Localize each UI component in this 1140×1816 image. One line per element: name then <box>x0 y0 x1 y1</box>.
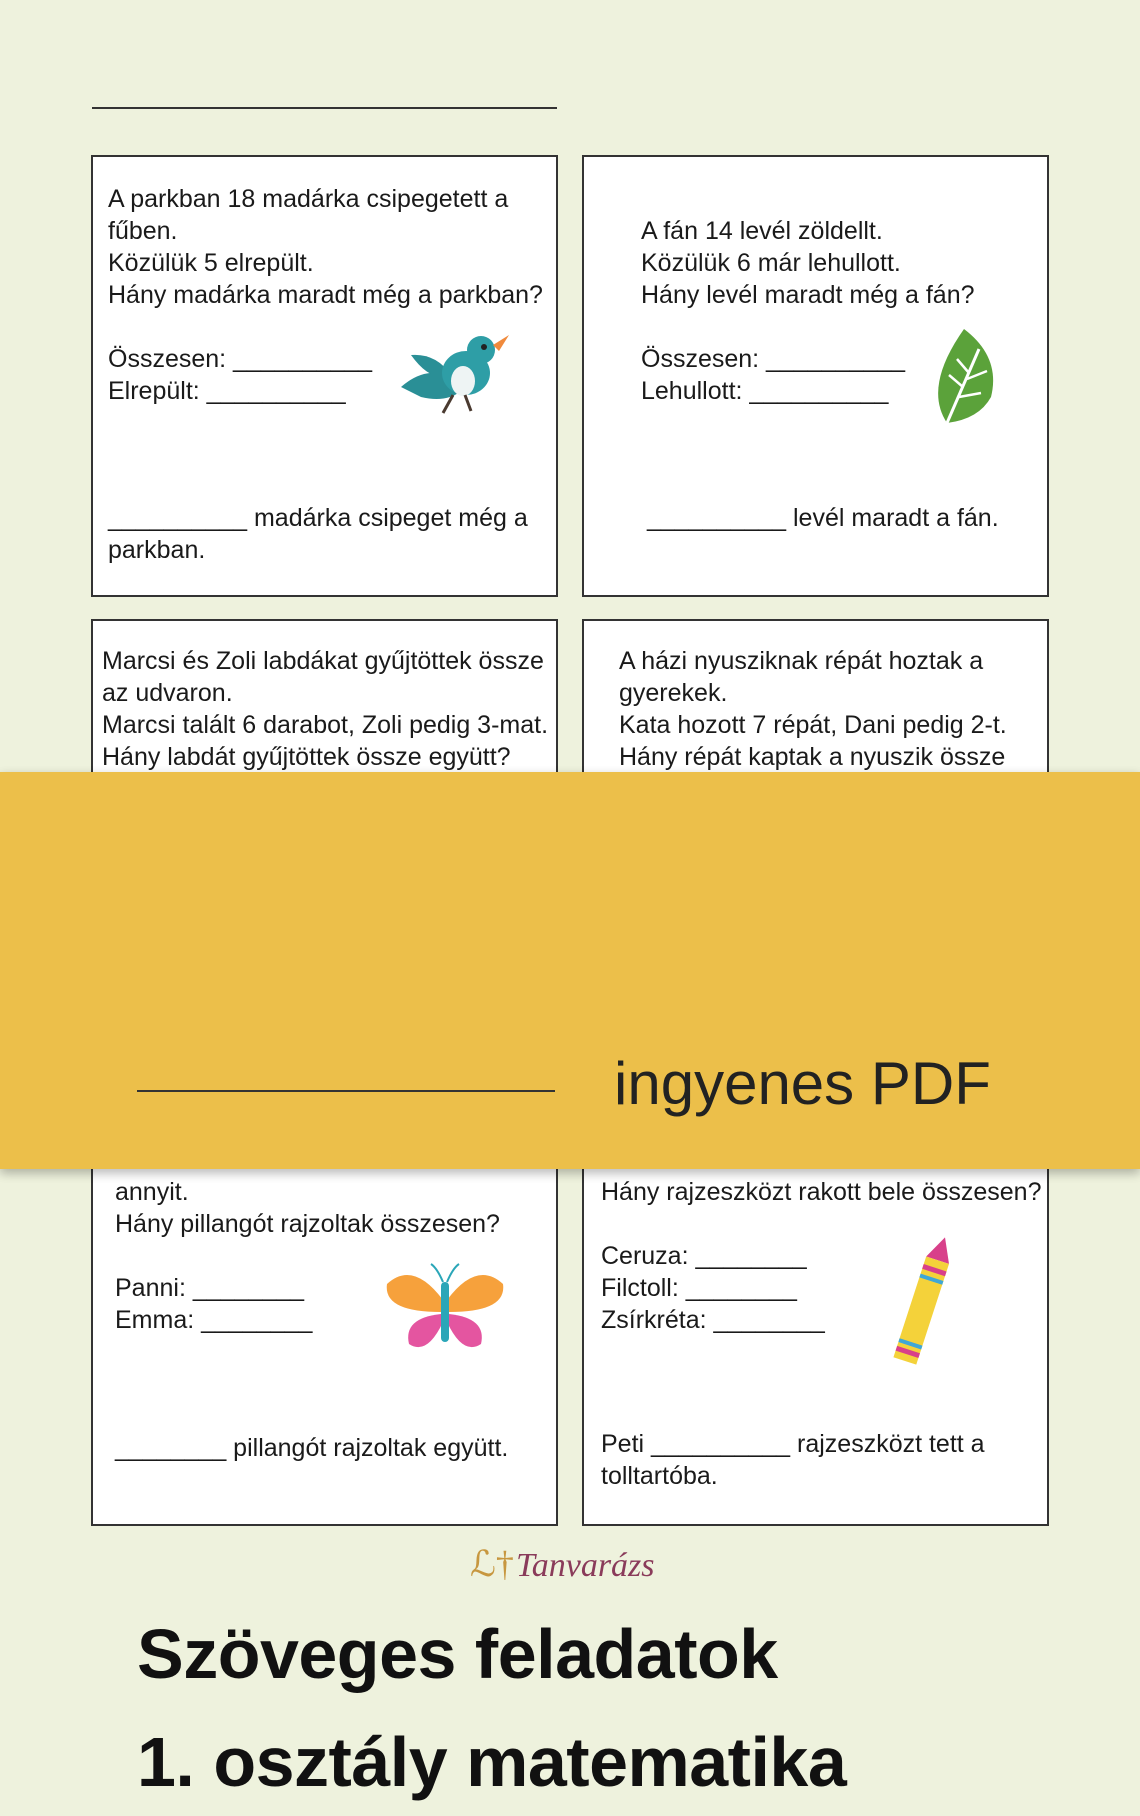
title-line-1: Szöveges feladatok <box>137 1615 778 1693</box>
task-card-pencils <box>582 1120 1049 1526</box>
card-question <box>641 215 975 311</box>
card-answer <box>647 502 999 534</box>
answer-line[interactable]: ________ pillangót rajzoltak együtt. <box>115 1434 509 1462</box>
field-line[interactable]: Panni: ________ <box>115 1274 305 1302</box>
logo-text: Tanvarázs <box>515 1547 655 1584</box>
task-card-butterflies <box>91 1120 558 1526</box>
answer-line[interactable]: Peti __________ rajzeszközt tett a <box>601 1430 985 1458</box>
question-line: Hány labdát gyűjtöttek össze együtt? <box>102 743 511 771</box>
field-line[interactable]: Emma: ________ <box>115 1306 313 1334</box>
question-line: Hány levél maradt még a fán? <box>641 281 975 309</box>
field-line[interactable]: Összesen: __________ <box>108 345 373 373</box>
question-line: Marcsi talált 6 darabot, Zoli pedig 3-mat. <box>102 711 549 739</box>
question-line: Hány rajzeszközt rakott bele összesen? <box>601 1178 1042 1206</box>
question-line: Hány madárka maradt még a parkban? <box>108 281 543 309</box>
task-card-birds <box>91 155 558 597</box>
answer-line: parkban. <box>108 536 206 564</box>
card-question <box>115 1176 500 1240</box>
question-line: annyit. <box>115 1178 189 1206</box>
question-line: Közülük 6 már lehullott. <box>641 249 901 277</box>
answer-line[interactable]: __________ madárka csipeget még a <box>108 504 528 532</box>
question-line: A házi nyusziknak répát hoztak a <box>619 647 984 675</box>
field-line[interactable]: Összesen: __________ <box>641 345 906 373</box>
card-fields <box>115 1272 312 1336</box>
card-answer <box>115 1432 508 1464</box>
field-line[interactable]: Lehullott: __________ <box>641 377 889 405</box>
answer-line[interactable]: __________ levél maradt a fán. <box>647 504 999 532</box>
leaf-icon <box>929 327 999 427</box>
question-line: gyerekek. <box>619 679 728 707</box>
bird-icon <box>391 325 511 425</box>
banner-divider <box>137 1090 555 1092</box>
question-line: fűben. <box>108 217 178 245</box>
question-line: Kata hozott 7 répát, Dani pedig 2-t. <box>619 711 1007 739</box>
name-line <box>92 107 557 109</box>
banner-subtitle: ingyenes PDF <box>614 1050 991 1117</box>
card-question <box>108 183 543 311</box>
butterfly-icon <box>383 1260 507 1358</box>
card-question <box>619 645 1007 773</box>
question-line: Közülük 5 elrepült. <box>108 249 314 277</box>
question-line: A fán 14 levél zöldellt. <box>641 217 883 245</box>
card-answer <box>108 502 528 566</box>
field-line[interactable]: Ceruza: ________ <box>601 1242 807 1270</box>
field-line[interactable]: Zsírkréta: ________ <box>601 1306 825 1334</box>
question-line: Marcsi és Zoli labdákat gyűjtöttek össze <box>102 647 544 675</box>
card-answer <box>601 1428 985 1492</box>
crayon-icon <box>884 1232 964 1372</box>
question-line: A parkban 18 madárka csipegetett a <box>108 185 509 213</box>
card-question <box>102 645 548 773</box>
task-card-leaves <box>582 155 1049 597</box>
brand-logo[interactable] <box>470 1543 655 1585</box>
card-question <box>601 1176 1042 1208</box>
question-line: Hány pillangót rajzoltak összesen? <box>115 1210 500 1238</box>
question-line: Hány répát kaptak a nyuszik össze <box>619 743 1006 771</box>
card-fields <box>641 343 905 407</box>
card-fields <box>108 343 372 407</box>
card-fields <box>601 1240 825 1336</box>
title-line-2: 1. osztály matematika <box>137 1723 847 1801</box>
logo-mark-icon: ℒ† <box>470 1544 514 1584</box>
banner-title <box>137 1600 846 1816</box>
answer-line: tolltartóba. <box>601 1462 718 1490</box>
field-line[interactable]: Filctoll: ________ <box>601 1274 797 1302</box>
field-line[interactable]: Elrepült: __________ <box>108 377 346 405</box>
question-line: az udvaron. <box>102 679 233 707</box>
